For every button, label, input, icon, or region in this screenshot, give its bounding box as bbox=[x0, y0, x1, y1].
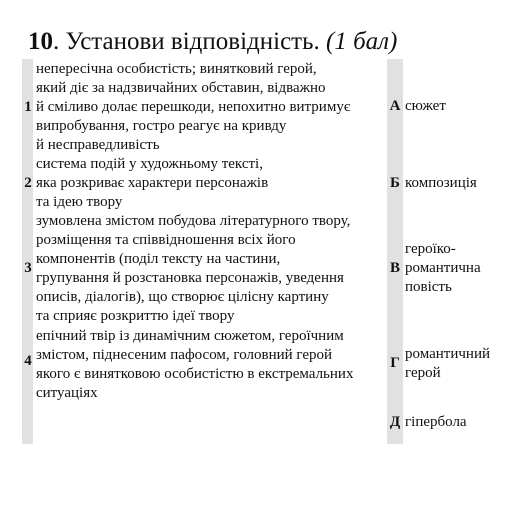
option-text-d bbox=[405, 413, 515, 432]
letter-column-shading bbox=[387, 59, 403, 444]
item-line: змістом, піднесеним пафосом, головний герой bbox=[36, 347, 333, 363]
option-line: сюжет bbox=[405, 98, 446, 114]
option-line: романтичний bbox=[405, 346, 490, 362]
item-line: ситуаціях bbox=[36, 385, 98, 401]
option-letter-d: Д bbox=[389, 414, 401, 430]
option-line: герой bbox=[405, 365, 441, 381]
task-text: . Установи відповідність. bbox=[53, 28, 320, 55]
item-line: яка розкриває характери персонажів bbox=[36, 175, 269, 191]
item-line: описів, діалогів), що створює цілісну картину bbox=[36, 289, 329, 305]
item-line: епічний твір із динамічним сюжетом, героїчним bbox=[36, 328, 344, 344]
task-points: (1 бал) bbox=[326, 28, 398, 55]
item-description-4 bbox=[36, 327, 384, 403]
option-line: повість bbox=[405, 279, 452, 295]
item-line: та ідею твору bbox=[36, 194, 123, 210]
task-number: 10 bbox=[28, 28, 53, 55]
item-line: й несправедливість bbox=[36, 137, 160, 153]
item-line: й сміливо долає перешкоди, непохитно витримує bbox=[36, 99, 351, 115]
option-line: композиція bbox=[405, 175, 477, 191]
option-line: героїко- bbox=[405, 241, 456, 257]
item-line: система подій у художньому тексті, bbox=[36, 156, 263, 172]
option-text-a bbox=[405, 97, 515, 116]
option-line: гіпербола bbox=[405, 414, 467, 430]
option-text-b bbox=[405, 174, 515, 193]
option-letter-v: В bbox=[389, 260, 400, 276]
item-line: випробування, гостро реагує на кривду bbox=[36, 118, 287, 134]
option-text-v bbox=[405, 240, 515, 297]
item-number-2: 2 bbox=[24, 175, 32, 191]
option-line: романтична bbox=[405, 260, 481, 276]
item-line: зумовлена змістом побудова літературного твору, bbox=[36, 213, 351, 229]
item-description-3 bbox=[36, 212, 384, 326]
item-line: якого є винятковою особистістю в екстремальних bbox=[36, 366, 354, 382]
item-number-1: 1 bbox=[24, 99, 32, 115]
item-number-3: 3 bbox=[24, 260, 32, 276]
option-letter-a: А bbox=[389, 98, 401, 114]
item-line: який діє за надзвичайних обставин, відважно bbox=[36, 80, 326, 96]
option-text-h bbox=[405, 345, 515, 383]
item-description-2 bbox=[36, 155, 384, 212]
task-title bbox=[28, 27, 397, 57]
item-line: розміщення та співвідношення всіх його bbox=[36, 232, 296, 248]
item-line: компонентів (поділ тексту на частини, bbox=[36, 251, 281, 267]
item-description-1 bbox=[36, 60, 384, 155]
item-line: групування й розстановка персонажів, уведення bbox=[36, 270, 344, 286]
item-number-4: 4 bbox=[24, 353, 32, 369]
option-letter-b: Б bbox=[390, 175, 400, 191]
item-line: та сприяє розкриттю ідеї твору bbox=[36, 308, 235, 324]
option-letter-h: Г bbox=[390, 355, 400, 371]
item-line: непересічна особистість; винятковий герой, bbox=[36, 61, 317, 77]
